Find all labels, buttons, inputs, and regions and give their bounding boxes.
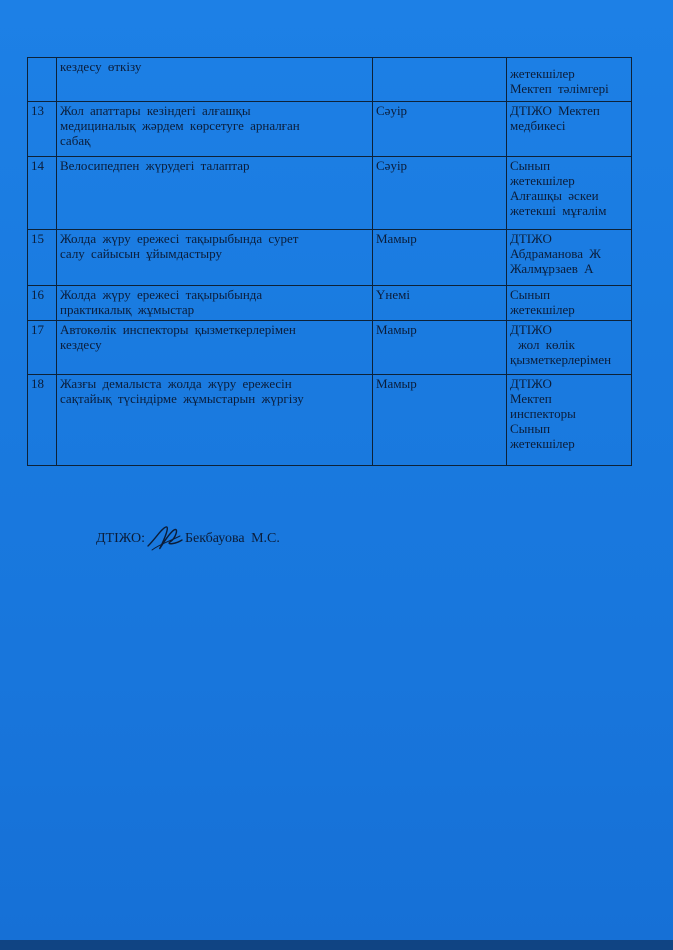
responsible-line: Сынып <box>510 287 551 302</box>
responsible-line: Абдраманова Ж <box>510 246 601 261</box>
responsible-line: Жалмұрзаев А <box>510 261 594 276</box>
row-number: 16 <box>31 287 44 302</box>
responsible-line: Сынып <box>510 421 551 436</box>
event-line: сабақ <box>60 133 91 148</box>
table-row <box>28 157 632 230</box>
row-number: 18 <box>31 376 44 391</box>
responsible-line: ДТІЖО <box>510 322 552 337</box>
table-row <box>28 375 632 466</box>
handwritten-signature <box>146 524 184 554</box>
responsible-line: жол көлік <box>518 337 575 352</box>
row-number: 13 <box>31 103 44 118</box>
event-date: Мамыр <box>376 322 417 337</box>
responsible-line: ДТІЖО Мектеп <box>510 103 600 118</box>
event-line: салу сайысын ұйымдастыру <box>60 246 222 261</box>
row-number-cell <box>28 58 57 102</box>
responsible-line: Мектеп <box>510 391 552 406</box>
table-row <box>28 58 632 102</box>
event-cell <box>57 375 373 466</box>
row-number-cell <box>28 230 57 286</box>
responsible-cell <box>507 375 632 466</box>
date-cell <box>373 157 507 230</box>
event-line: кездесу өткізу <box>60 59 142 74</box>
event-line: сақтайық түсіндірме жұмыстарын жүргізу <box>60 391 304 406</box>
responsible-line: медбикесі <box>510 118 566 133</box>
row-number-cell <box>28 102 57 157</box>
responsible-line: жетекшілер <box>510 302 575 317</box>
date-cell <box>373 286 507 321</box>
responsible-cell <box>507 157 632 230</box>
date-cell <box>373 58 507 102</box>
responsible-line: қызметкерлерімен <box>510 352 612 367</box>
date-cell <box>373 321 507 375</box>
event-line: медициналық жәрдем көрсетуге арналған <box>60 118 300 133</box>
event-line: Велосипедпен жүрудегі талаптар <box>60 158 250 173</box>
event-date: Сәуір <box>376 158 408 173</box>
event-cell <box>57 157 373 230</box>
responsible-cell <box>507 102 632 157</box>
signatory-name: Бекбауова М.С. <box>184 531 280 546</box>
row-number-cell <box>28 321 57 375</box>
event-cell <box>57 58 373 102</box>
event-cell <box>57 321 373 375</box>
responsible-line: Алғашқы әскеи <box>510 188 599 203</box>
responsible-cell <box>507 286 632 321</box>
events-plan-table <box>27 57 632 466</box>
date-cell <box>373 230 507 286</box>
event-line: кездесу <box>60 337 102 352</box>
event-date: Сәуір <box>376 103 408 118</box>
responsible-line: ДТІЖО <box>510 376 552 391</box>
row-number-cell <box>28 375 57 466</box>
responsible-line: жетекші мұғалім <box>510 203 607 218</box>
table-row <box>28 321 632 375</box>
event-line: Жолда жүру ережесі тақырыбында сурет <box>60 231 299 246</box>
responsible-line: жетекшілер <box>510 173 575 188</box>
row-number: 17 <box>31 322 44 337</box>
event-cell <box>57 230 373 286</box>
responsible-line: Мектеп тәлімгері <box>510 81 609 96</box>
row-number: 15 <box>31 231 44 246</box>
row-number: 14 <box>31 158 44 173</box>
event-line: Жазғы демалыста жолда жүру ережесін <box>60 376 292 391</box>
table-row <box>28 102 632 157</box>
row-number-cell <box>28 286 57 321</box>
events-table-body <box>28 58 632 466</box>
responsible-line: инспекторы <box>510 406 576 421</box>
responsible-line: Сынып <box>510 158 551 173</box>
event-line: Жол апаттары кезіндегі алғашқы <box>60 103 251 118</box>
responsible-cell <box>507 321 632 375</box>
table-row <box>28 286 632 321</box>
event-line: Автокөлік инспекторы қызметкерлерімен <box>60 322 296 337</box>
table-row <box>28 230 632 286</box>
row-number-cell <box>28 157 57 230</box>
event-date: Үнемі <box>376 287 410 302</box>
event-date: Мамыр <box>376 376 417 391</box>
event-line: практикалық жұмыстар <box>60 302 195 317</box>
event-line: Жолда жүру ережесі тақырыбында <box>60 287 263 302</box>
responsible-line: ДТІЖО <box>510 231 552 246</box>
event-cell <box>57 102 373 157</box>
event-date: Мамыр <box>376 231 417 246</box>
responsible-line: жетекшілер <box>510 66 575 81</box>
responsible-cell <box>507 230 632 286</box>
date-cell <box>373 375 507 466</box>
signature-block <box>96 524 280 554</box>
responsible-cell <box>507 58 632 102</box>
date-cell <box>373 102 507 157</box>
signature-title: ДТІЖО: <box>96 531 145 546</box>
responsible-line: жетекшілер <box>510 436 575 451</box>
event-cell <box>57 286 373 321</box>
